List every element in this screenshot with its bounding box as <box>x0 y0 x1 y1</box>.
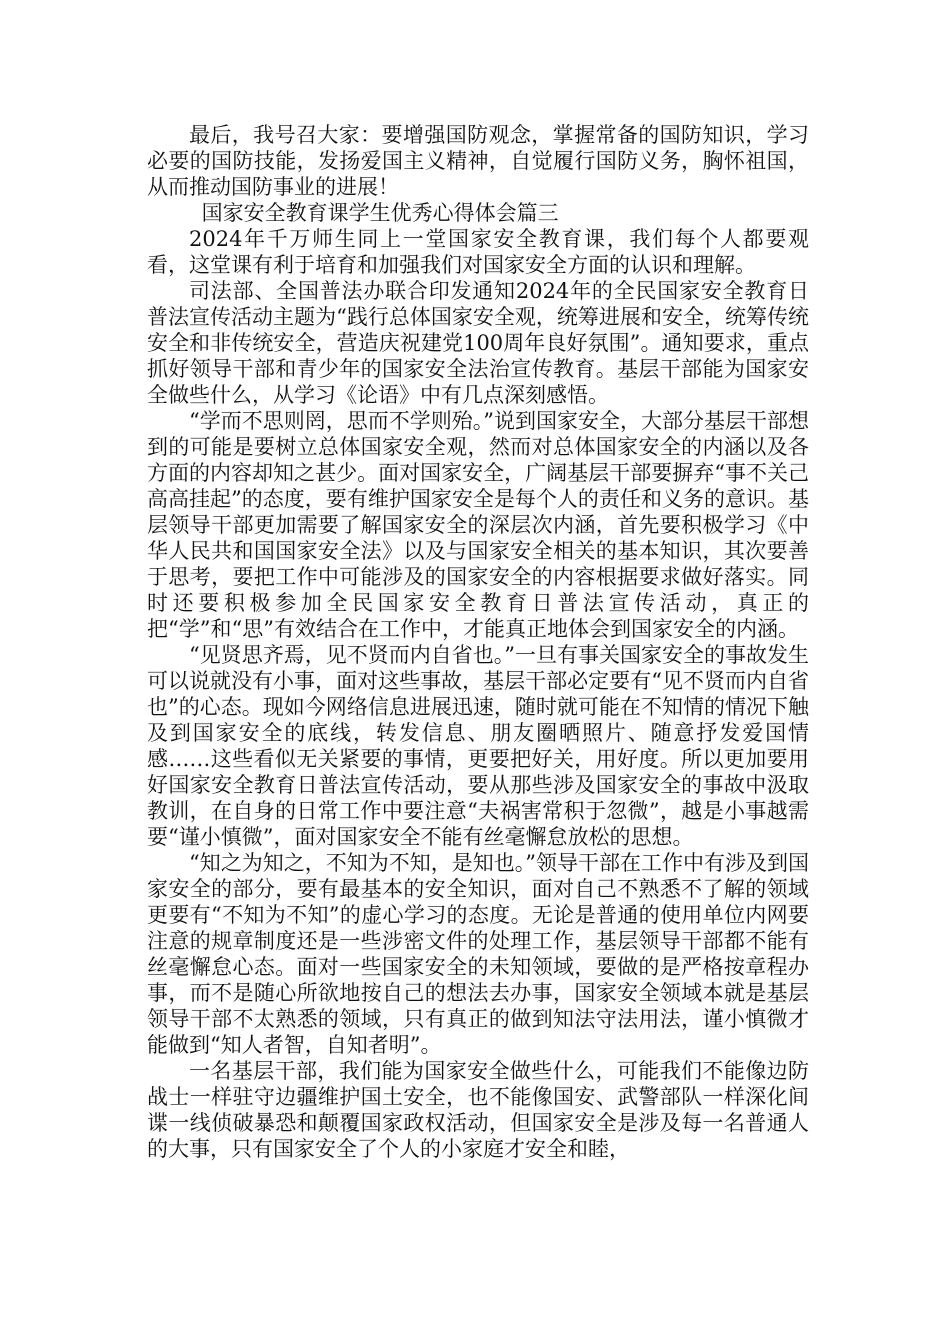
body-paragraph-knowledge: “知之为知之，不知为不知，是知也。”领导干部在工作中有涉及到国家安全的部分，要有最基本的安全知识，面对自己不熟悉不了解的领域更要有“不知为不知”的虚心学习的态度。无论是普通的使用单位内网要注意的规章制度还是一些涉密文件的处理工作，基层领导干部都不能有丝毫懈怠心态。面对一些国家安全的未知领域，要做的是严格按章程办事，而不是随心所欲地按自己的想法去办事，国家安全领域本就是基层领导干部不太熟悉的领域，只有真正的做到知法守法用法，谨小慎微才能做到“知人者智，自知者明”。 <box>147 851 809 1057</box>
document-body <box>147 122 809 1162</box>
body-paragraph-grassroots: 一名基层干部，我们能为国家安全做些什么，可能我们不能像边防战士一样驻守边疆维护国土安全，也不能像国安、武警部队一样深化间谍一线侦破暴恐和颠覆国家政权活动，但国家安全是涉及每一名普通人的大事，只有国家安全了个人的小家庭才安全和睦， <box>147 1059 809 1161</box>
body-paragraph-intro: 2024年千万师生同上一堂国家安全教育课，我们每个人都要观看，这堂课有利于培育和加强我们对国家安全方面的认识和理解。 <box>147 227 809 277</box>
closing-paragraph: 最后，我号召大家：要增强国防观念，掌握常备的国防知识，学习必要的国防技能，发扬爱国主义精神，自觉履行国防义务，胸怀祖国，从而推动国防事业的进展！ <box>147 123 809 199</box>
body-paragraph-learning: “学而不思则罔，思而不学则殆。”说到国家安全，大部分基层干部想到的可能是要树立总体国家安全观，然而对总体国家安全的内涵以及各方面的内容却知之甚少。面对国家安全，广阔基层干部要摒弃“事不关己高高挂起”的态度，要有维护国家安全是每个人的责任和义务的意识。基层领导干部更加需要了解国家安全的深层次内涵，首先要积极学习《中华人民共和国国家安全法》以及与国家安全相关的基本知识，其次要善于思考，要把工作中可能涉及的国家安全的内容根据要求做好落实。同时还要积极参加全民国家安全教育日普法宣传活动，真正的把“学”和“思”有效结合在工作中，才能真正地体会到国家安全的内涵。 <box>147 409 809 641</box>
body-paragraph-reflection: “见贤思齐焉，见不贤而内自省也。”一旦有事关国家安全的事故发生可以说就没有小事，面对这些事故，基层干部必定要有“见不贤而内自省也”的心态。现如今网络信息进展迅速，随时就可能在不知情的情况下触及到国家安全的底线，转发信息、朋友圈晒照片、随意抒发爱国情感……这些看似无关紧要的事情，更要把好关，用好度。所以更加要用好国家安全教育日普法宣传活动，要从那些涉及国家安全的事故中汲取教训，在自身的日常工作中要注意“夫祸害常积于忽微”，越是小事越需要“谨小慎微”，面对国家安全不能有丝毫懈怠放松的思想。 <box>147 643 809 849</box>
section-heading: 国家安全教育课学生优秀心得体会篇三 <box>201 201 559 225</box>
body-paragraph-notice: 司法部、全国普法办联合印发通知2024年的全民国家安全教育日普法宣传活动主题为“践行总体国家安全观，统筹进展和安全，统筹传统安全和非传统安全，营造庆祝建党100周年良好氛围”。通知要求，重点抓好领导干部和青少年的国家安全法治宣传教育。基层干部能为国家安全做些什么，从学习《论语》中有几点深刻感悟。 <box>147 279 809 407</box>
